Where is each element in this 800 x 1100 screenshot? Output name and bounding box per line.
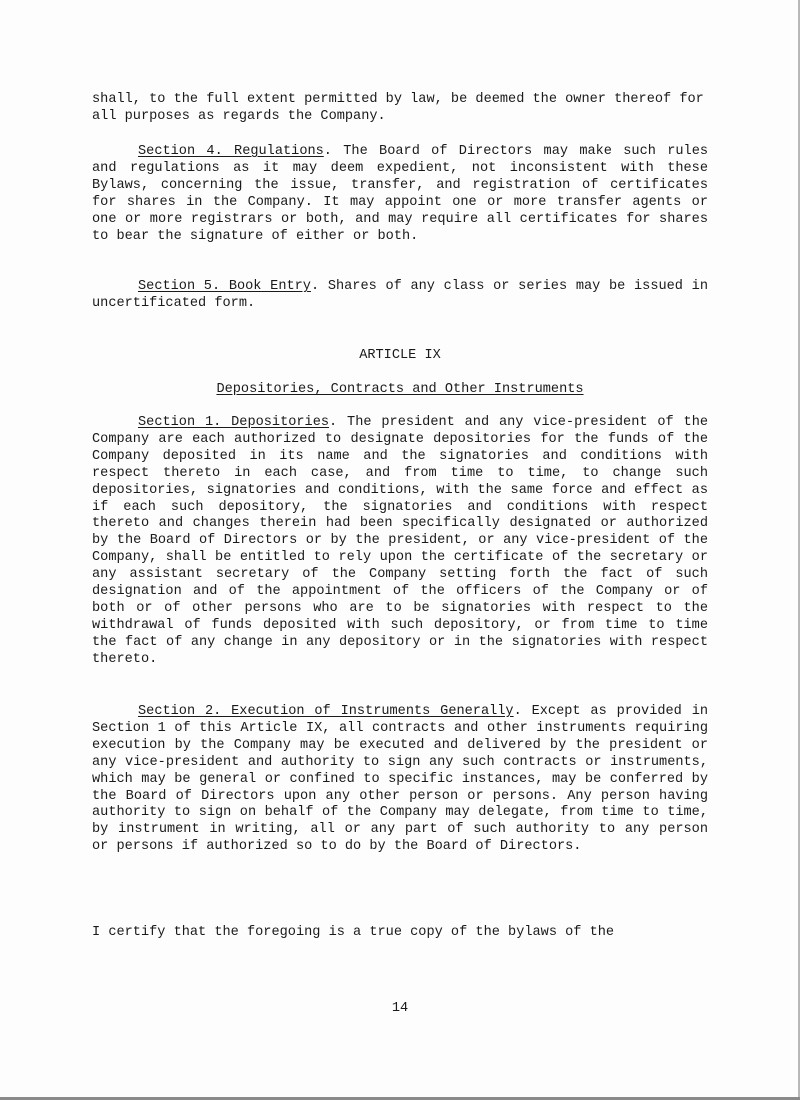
section-4-paragraph [92, 144, 708, 245]
article-9-section-1-heading: Section 1. Depositories [138, 415, 330, 430]
section-4-heading: Section 4. Regulations [138, 144, 324, 159]
article-subtitle [0, 381, 800, 398]
section-4-text: . The Board of Directors may make such rules and regulations as it may deem expedient, not inconsistent with these Bylaws, concerning the issue, transfer, and registration of certificates for shares in the Company. It may appoint one or more transfer agents or one or more registrars or both, and may require all certificates for shares to bear the signature of either or both. [92, 144, 709, 244]
page-number: 14 [391, 1001, 409, 1016]
article-9-section-2-paragraph [92, 704, 708, 856]
continuation-paragraph [92, 92, 708, 126]
article-9-section-2-text: . Except as provided in Section 1 of this Article IX, all contracts and other instruments requiring execution by the Company may be executed and delivered by the president or any vice-president and authority to sign any such contracts or instruments, which may be general or confined to specific instances, may be conferred by the Board of Directors upon any other person or persons. Any person having authority to sign on behalf of the Company may delegate, from time to time, by instrument in writing, all or any part of such authority to any person or persons if authorized so to do by the Board of Directors. [92, 704, 709, 855]
article-9-section-2-heading: Section 2. Execution of Instruments Generally [138, 704, 514, 719]
section-5-text: . Shares of any class or series may be issued in uncertificated form. [92, 279, 708, 311]
article-title: ARTICLE IX [359, 348, 441, 363]
continuation-text: shall, to the full extent permitted by law, be deemed the owner thereof for all purposes as regards the Company. [92, 92, 704, 124]
article-subtitle-text: Depositories, Contracts and Other Instruments [216, 382, 584, 397]
article-9-section-1-text: . The president and any vice-president of the Company are each authorized to designate depositories for the funds of the Company deposited in its name and the signatories and conditions with respect thereto in each case, and from time to time, to change such depositories, signatories and conditions, with the same force and effect as if each such depository, the signatories and conditions with respect thereto and changes therein had been specifically designated or authorized by the Board of Directors or by the president, or any vice-president of the Company, shall be entitled to rely upon the certificate of the secretary or any assistant secretary of the Company setting forth the fact of such designation and of the appointment of the officers of the Company or of both or of other persons who are to be signatories with respect to the withdrawal of funds deposited with such depository, or from time to time the fact of any change in any depository or in the signatories with respect thereto. [92, 415, 709, 667]
certification-line: I certify that the foregoing is a true copy of the bylaws of the [92, 925, 615, 940]
section-5-paragraph [92, 279, 708, 313]
article-9-section-1-paragraph [92, 415, 708, 669]
section-5-heading: Section 5. Book Entry [138, 279, 311, 294]
